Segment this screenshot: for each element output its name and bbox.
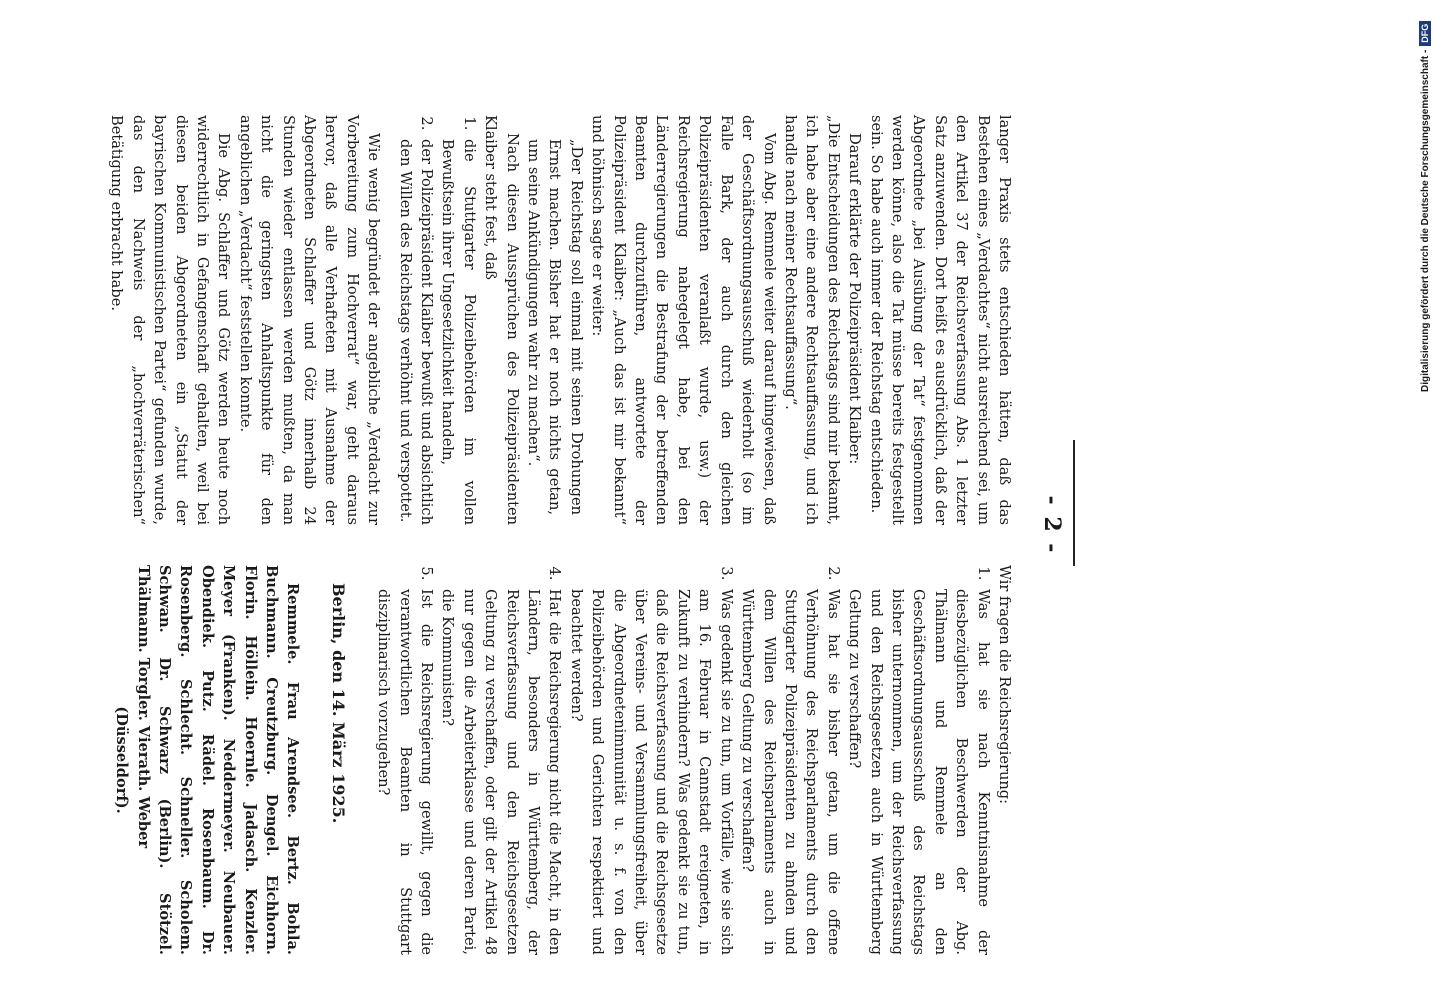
findings-list xyxy=(394,115,480,525)
quote-1: „Die Entscheidungen des Reichstags sind mir bekannt, ich habe aber eine andere Rechtsauffassung, und ich handle nach meiner Rechtsauffassung“. xyxy=(781,115,842,525)
dfg-logo: DFG xyxy=(1419,21,1431,46)
question-item: 3. Was gedenkt sie zu tun, um Vorfälle, wie sie sich am 16. Februar in Cannstadt ereigneten, in Zukunft zu verhindern? Was gedenkt sie zu tun, daß die Reichsverfassung und die Reichsgesetze über Vereins- und Versammlungsfreiheit, über die Abgeordnetenimmunität u. s. f. von den Polizeibehörden und Gerichten respektiert und beachtet werden? xyxy=(565,585,736,955)
left-column xyxy=(106,115,1015,525)
paragraph-1: langer Praxis stets entschieden hätten, daß das Bestehen eines „Verdachtes“ nicht ausreichend sei, um den Artikel 37 der Reichsverfassung Abs. 1 letzter Satz anzuwenden. Dort heißt es ausdrücklich, daß der Abgeordnete „bei Ausübung der Tat“ festgenommen werden könne, also die Tat müsse bereits festgestellt sein. So habe auch immer der Reichstag entschieden. xyxy=(867,115,1013,525)
questions-list xyxy=(373,565,994,955)
rotated-document-page xyxy=(108,95,1065,955)
paragraph-3: Vom Abg. Remmele weiter darauf hingewiesen, daß der Geschäftsordnungsausschuß wiederholt (so im Falle Bark, der auch durch den gleichen Polizeipräsidenten veranlaßt wurde, usw.) der Reichsregierung nahegelegt habe, bei den Länderregierungen die Bestrafung der betreffenden Beamten durchzuführen, antwortete der Polizeipräsident Klaiber: „Auch das ist mir bekannt“ und höhnisch sagte er weiter: xyxy=(589,115,778,525)
quote-2: „Der Reichstag soll einmal mit seinen Drohungen Ernst machen. Bisher hat er noch nichts getan, um seine Ankündigungen wahr zu machen“. xyxy=(525,139,585,515)
questions-intro: Wir fragen die Reichsregierung: xyxy=(996,565,1013,805)
list-item: 1. die Stuttgarter Polizeibehörden im vollen Bewußtsein ihrer Ungesetzlichkeit handeln, xyxy=(437,135,480,525)
credit-text: Digitalisierung gefördert durch die Deutsche Forschungsgemeinschaft - xyxy=(1419,49,1431,392)
paragraph-6: Wie wenig begründet der angebliche „Verdacht zur Vorbereitung zum Hochverrat“ war, geht daraus hervor, daß alle Verhafteten mit Ausnahme der Abgeordneten Schlaffer und Götz innerhalb 24 Stunden wieder entlassen werden mußten, da man nicht die geringsten Anhaltspunkte für den angeblichen „Verdacht“ feststellen konnte. xyxy=(236,115,383,525)
paragraph-2-intro: Darauf erklärte der Polizeipräsident Klaiber: xyxy=(846,133,864,465)
paragraph-5-intro: Nach diesen Aussprüchen des Polizeipräsidenten Klaiber steht fest, daß xyxy=(482,115,521,525)
list-item: 2. der Polizeipräsident Klaiber bewußt und absichtlich den Willen des Reichstags verhöhnt und verspottet. xyxy=(394,135,437,525)
right-column xyxy=(111,565,1015,955)
question-item: 4. Hat die Reichsregierung nicht die Macht, in den Ländern, besonders in Württemberg, der Reichsverfassung und den Reichsgesetzen Geltung zu verschaffen, oder gilt der Artikel 48 nur gegen die Arbeiterklasse und deren Partei, die Kommunisten? xyxy=(437,585,565,955)
question-item: 5. Ist die Reichsregierung gewillt, gegen die verantwortlichen Beamten in Stuttgart disziplinarisch vorzugehen? xyxy=(373,585,437,955)
dfg-credit-sidebar xyxy=(1416,8,1434,392)
horizontal-rule xyxy=(1073,440,1075,566)
signatories-end: (Düsseldorf). xyxy=(113,706,131,814)
page-number: - 2 - xyxy=(1039,495,1065,555)
question-item: 2. Was hat sie bisher getan, um die offene Verhöhnung des Reichsparlaments durch den Stuttgarter Polizeipräsidenten zu ahnden und dem Willen des Reichsparlaments auch in Württemberg Geltung zu verschaffen? xyxy=(737,585,844,955)
paragraph-7: Die Abg. Schlaffer und Götz werden heute noch widerrechtlich in Gefangenschaft gehalten, weil bei diesen beiden Abgeordneten ein „Statut der bayrischen Kommunistischen Partei“ gefunden wurde, das den Nachweis der „hochverräterischen“ Betätigung erbracht habe. xyxy=(108,115,233,525)
signatories: Remmele. Frau Arendsee. Bertz. Bohla. Buchmann. Creutzburg. Dengel. Eichhorn. Florin. Höllein. Hoernle. Jadasch. Kenzler. Meyer (Franken). Neddermeyer. Neubauer. Obendiek. Putz. Rädel. Rosenbaum. Dr. Rosenberg. Schlecht. Schneller. Scholem. Schwan. Dr. Schwarz (Berlin). Stötzel. Thälmann. Torgler. Vierath. Weber xyxy=(134,565,302,955)
place-date: Berlin, den 14. März 1925. xyxy=(328,583,348,824)
question-item: 1. Was hat sie nach Kenntnisnahme der diesbezüglichen Beschwerden der Abg. Thälmann und Remmele an den Geschäftsordnungsausschuß des Reichstags bisher unternommen, um der Reichsverfassung und den Reichsgesetzen auch in Württemberg Geltung zu verschaffen? xyxy=(844,585,994,955)
